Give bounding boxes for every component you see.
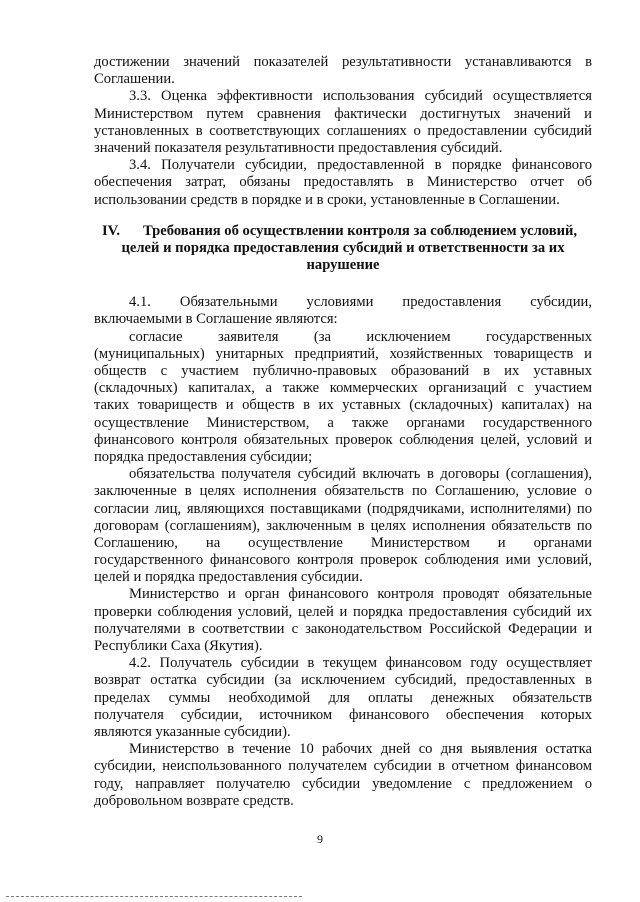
text-line: 3.3. Оценка эффективности использования субсидий осуществляется [129,88,592,105]
text-line: возврат остатка субсидии (за исключением субсидий, предоставленных в [94,672,592,689]
text-line: государственного финансового контроля проверок соблюдения ими условий, [94,552,592,569]
paragraph-3-4 [94,157,592,209]
paragraph-continuation [94,54,592,88]
paragraph-notice [94,741,592,810]
document-page [94,54,592,810]
text-line: заключенные в целях исполнения обязательств по Соглашению, условие о [94,483,592,500]
text-line: 4.1. Обязательными условиями предоставления субсидии, [129,294,592,311]
text-line: порядка предоставления субсидии; [94,448,313,465]
paragraph-4-1 [94,294,592,328]
text-line: (складочных) капиталах, а также коммерческих организаций с участием [94,380,592,397]
text-line: являются указанные субсидии). [94,723,291,740]
text-line: согласие заявителя (за исключением государственных [129,328,592,345]
heading-line: нарушение [306,257,380,274]
text-line: осуществление Министерством, а также органами государственного [94,414,592,431]
heading-text: Требования об осуществлении контроля за соблюдением условий, [142,222,578,239]
text-line: целей и порядка предоставления субсидии. [94,569,363,586]
text-line: включаемыми в Соглашение являются: [94,311,338,328]
text-line: 4.2. Получатель субсидии в текущем финансовом году осуществляет [129,655,592,672]
footer-divider [6,896,302,897]
text-line: достижении значений показателей результативности устанавливаются в [94,54,592,70]
paragraph-4-2 [94,655,592,741]
text-line: пределах суммы необходимой для оплаты денежных обязательств [94,689,592,706]
text-line: получателя субсидии, источником финансового обеспечения которых [94,706,592,723]
text-line: (муниципальных) унитарных предприятий, хозяйственных товариществ и [94,345,592,362]
paragraph-consent [94,329,592,467]
text-line: Республики Саха (Якутия). [94,638,263,654]
text-line: обеспечения затрат, обязаны предоставлять в Министерство отчет об [94,174,592,191]
paragraph-3-3 [94,88,592,157]
text-line: субсидии, неиспользованного получателем субсидии в отчетном финансовом [94,758,592,775]
text-line: таких товариществ и обществ в их уставных (складочных) капиталах) на [94,397,592,414]
text-line: проверки соблюдения условий, целей и порядка предоставления субсидий их [94,603,592,620]
text-line: финансового контроля обязательных проверок соблюдения целей, условий и [94,431,592,448]
text-line: получателями в соответствии с законодательством Российской Федерации и [94,620,592,637]
paragraph-obligation [94,466,592,586]
text-line: Министерство и орган финансового контроля проводят обязательные [129,586,592,603]
text-line: использовании средств в порядке и в сроки, установленные в Соглашении. [94,191,560,208]
text-line: договорам (соглашениям), заключенным в целях исполнения обязательств по [94,517,592,534]
section-heading [94,223,592,275]
text-line: значений показателя результативности предоставления субсидий. [94,139,503,156]
heading-line [94,223,592,240]
text-line: установленных в соответствующих соглашениях о предоставлении субсидий [94,122,592,139]
text-line: Соглашению, на осуществление Министерством и органами [94,534,592,551]
section-number: IV. [102,222,120,239]
text-line: Министерство в течение 10 рабочих дней со дня выявления остатка [129,741,592,758]
page-number: 9 [317,832,323,846]
heading-line: целей и порядка предоставления субсидий и ответственности за их [121,239,565,256]
paragraph-ministry-checks [94,586,592,655]
text-line: добровольном возврате средств. [94,792,294,809]
text-line: обществ с участием публично-правовых образований в их уставных [94,363,592,379]
text-line: обязательства получателя субсидий включать в договоры (соглашения), [129,466,592,483]
text-line: Министерством путем сравнения фактически достигнутых значений и [94,105,592,122]
text-line: согласии лиц, являющихся поставщиками (подрядчиками, исполнителями) по [94,500,592,517]
text-line: Соглашении. [94,71,175,88]
text-line: году, направляет получателю субсидии уведомление с предложением о [94,775,592,792]
text-line: 3.4. Получатели субсидии, предоставленной в порядке финансового [129,157,592,174]
